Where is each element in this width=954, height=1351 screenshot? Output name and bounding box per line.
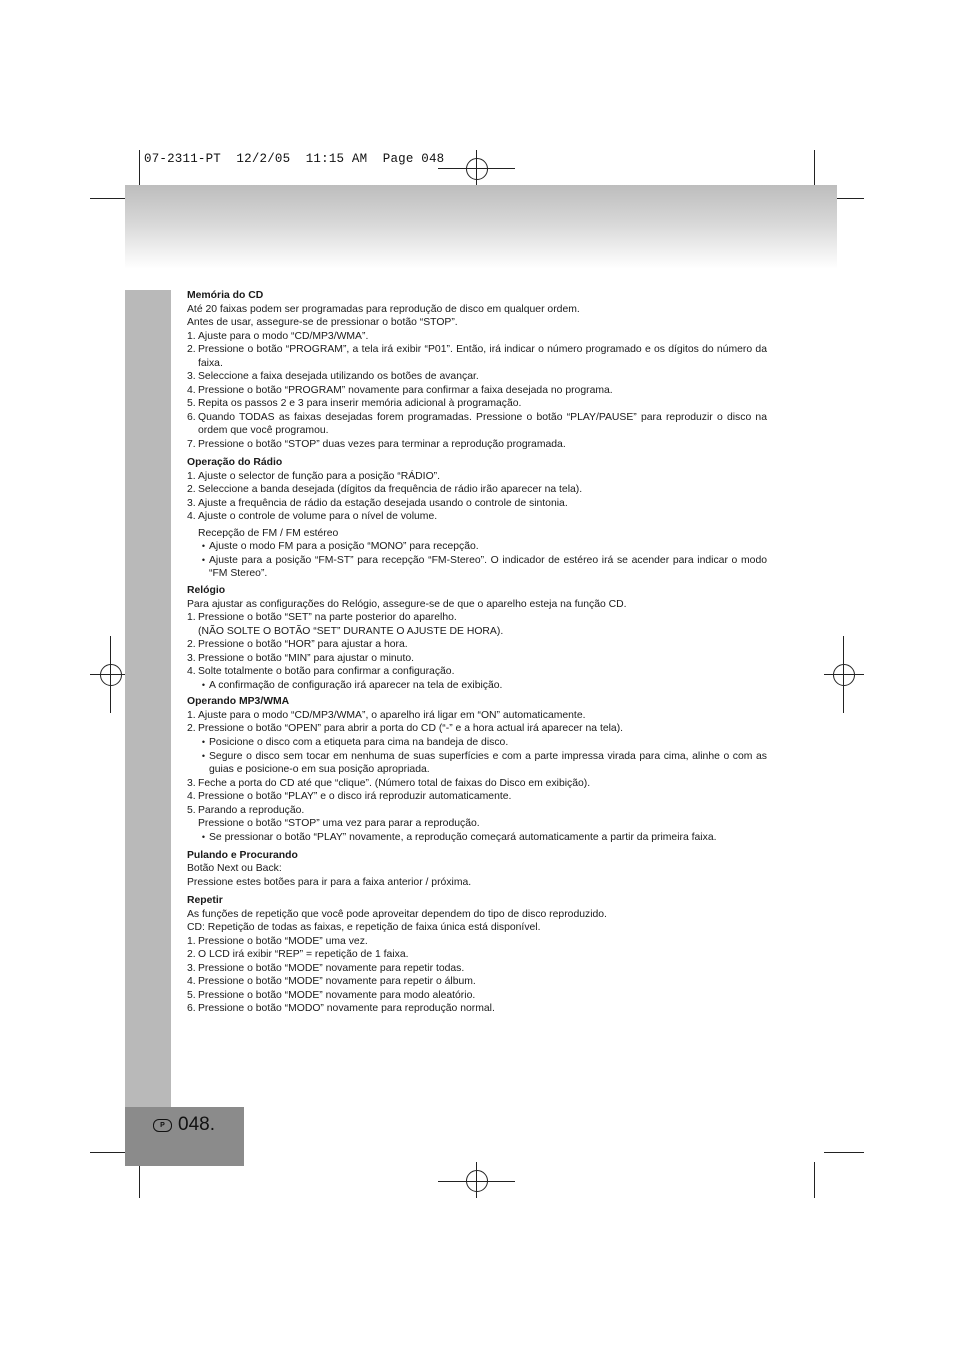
list-item: 2. Pressione o botão “OPEN” para abrir a porta do CD (“-” e a hora actual irá aparecer na tela). — [187, 723, 624, 735]
step-note: Pressione o botão “STOP” uma vez para parar a reprodução. — [198, 818, 480, 830]
intro-line: As funções de repetição que você pode aproveitar dependem do tipo de disco reproduzido. — [187, 908, 607, 920]
print-slug: 07-2311-PT 12/2/05 11:15 AM Page 048 — [144, 152, 445, 166]
crop-mark — [90, 198, 130, 199]
section-repeat — [187, 894, 767, 1016]
list-item: 1. Ajuste para o modo “CD/MP3/WMA”, o aparelho irá ligar em “ON” automaticamente. — [187, 709, 586, 721]
intro-line: Até 20 faixas podem ser programadas para reprodução de disco em qualquer ordem. — [187, 303, 580, 315]
language-badge: P — [153, 1119, 172, 1132]
crop-mark — [139, 150, 140, 186]
registration-mark-icon — [100, 664, 122, 686]
section-mp3 — [187, 695, 767, 844]
section-title: Pulando e Procurando — [187, 849, 298, 861]
crop-mark — [814, 150, 815, 186]
list-item: 7. Pressione o botão “STOP” duas vezes para terminar a reprodução programada. — [187, 439, 566, 451]
section-title: Operação do Rádio — [187, 457, 283, 469]
list-item: 5. Parando a reprodução. — [187, 804, 305, 816]
page-number — [153, 1114, 215, 1136]
bullet-item: • A confirmação de configuração irá aparecer na tela de exibição. — [201, 679, 503, 691]
list-item: 4. Pressione o botão “PROGRAM” novamente para confirmar a faixa desejada no programa. — [187, 384, 613, 396]
section-title: Repetir — [187, 895, 223, 907]
list-item: 6. Quando TODAS as faixas desejadas forem programadas. Pressione o botão “PLAY/PAUSE” para reproduzir o disco na ordem que você programou. — [187, 411, 767, 437]
step-note: (NÃO SOLTE O BOTÃO “SET” DURANTE O AJUSTE DE HORA). — [198, 625, 504, 637]
bullet-item: • Se pressionar o botão “PLAY” novamente, a reprodução começará automaticamente a partir da primeira faixa. — [201, 831, 717, 843]
list-item: 4. Solte totalmente o botão para confirmar a configuração. — [187, 666, 455, 678]
list-item: 2. O LCD irá exibir “REP” = repetição de 1 faixa. — [187, 949, 409, 961]
crop-mark — [824, 1152, 864, 1153]
section-title: Relógio — [187, 584, 226, 596]
list-item: 4. Pressione o botão “PLAY” e o disco irá reproduzir automaticamente. — [187, 791, 512, 803]
bullet-item: • Posicione o disco com a etiqueta para cima na bandeja de disco. — [201, 737, 509, 748]
registration-mark-icon — [833, 664, 855, 686]
list-item: 4. Ajuste o controle de volume para o nível de volume. — [187, 511, 438, 523]
bullet-item: • Ajuste o modo FM para a posição “MONO” para recepção. — [201, 541, 479, 553]
list-item: 5. Repita os passos 2 e 3 para inserir memória adicional à programação. — [187, 398, 522, 410]
list-item: 2. Pressione o botão “HOR” para ajustar a hora. — [187, 639, 408, 651]
intro-line: Para ajustar as configurações do Relógio, assegure-se de que o aparelho esteja na função CD. — [187, 598, 627, 610]
bullet-item: • Segure o disco sem tocar em nenhuma de suas superfícies e com a parte impressa virada para cima, alinhe o com as guias e posicione-o em sua posição apropriada. — [201, 750, 767, 776]
section-skip — [187, 849, 767, 890]
list-item: 3. Pressione o botão “MODE” novamente para repetir todas. — [187, 962, 465, 974]
text-line: Pressione estes botões para ir para a faixa anterior / próxima. — [187, 876, 472, 888]
list-item: 4. Pressione o botão “MODE” novamente para repetir o álbum. — [187, 976, 476, 988]
list-item: 2. Seleccione a banda desejada (dígitos da frequência de rádio irão aparecer na tela). — [187, 484, 583, 496]
list-item: 3. Seleccione a faixa desejada utilizando os botões de avançar. — [187, 371, 479, 383]
registration-mark-icon — [466, 1170, 488, 1192]
section-title: Operando MP3/WMA — [187, 696, 290, 708]
page-content — [187, 289, 767, 1019]
list-item: 3. Ajuste a frequência de rádio da estação desejada usando o controle de sintonia. — [187, 497, 568, 509]
side-bar — [125, 290, 171, 1107]
list-item: 6. Pressione o botão “MODO” novamente para reprodução normal. — [187, 1003, 495, 1015]
sub-heading: Recepção de FM / FM estéreo — [198, 527, 339, 539]
list-item: 1. Pressione o botão “MODE” uma vez. — [187, 935, 368, 947]
section-clock — [187, 584, 767, 692]
section-radio — [187, 456, 767, 581]
section-title: Memória do CD — [187, 290, 264, 301]
header-gradient-band — [125, 185, 837, 269]
registration-mark-icon — [466, 158, 488, 180]
crop-mark — [814, 1162, 815, 1198]
list-item: 1. Ajuste o selector de função para a posição “RÁDIO”. — [187, 470, 440, 482]
list-item: 3. Pressione o botão “MIN” para ajustar o minuto. — [187, 652, 414, 664]
crop-mark — [90, 1152, 130, 1153]
list-item: 1. Ajuste para o modo “CD/MP3/WMA”. — [187, 330, 369, 342]
bullet-item: • Ajuste para a posição “FM-ST” para recepção “FM-Stereo”. O indicador de estéreo irá se acender para indicar o modo “FM Stereo”. — [201, 554, 767, 580]
list-item: 1. Pressione o botão “SET” na parte posterior do aparelho. — [187, 612, 457, 624]
crop-mark — [139, 1162, 140, 1198]
list-item: 3. Feche a porta do CD até que “clique”. (Número total de faixas do Disco em exibição). — [187, 777, 591, 789]
intro-line: Antes de usar, assegure-se de pressionar o botão “STOP”. — [187, 317, 458, 329]
list-item: 2. Pressione o botão “PROGRAM”, a tela irá exibir “P01”. Então, irá indicar o número programado e os dígitos do número da faixa. — [187, 344, 767, 369]
section-cd-memory — [187, 289, 767, 452]
list-item: 5. Pressione o botão “MODE” novamente para modo aleatório. — [187, 989, 476, 1001]
page-number-text: 048. — [178, 1114, 215, 1135]
text-line: Botão Next ou Back: — [187, 863, 282, 875]
intro-line: CD: Repetição de todas as faixas, e repetição de faixa única está disponível. — [187, 922, 541, 934]
